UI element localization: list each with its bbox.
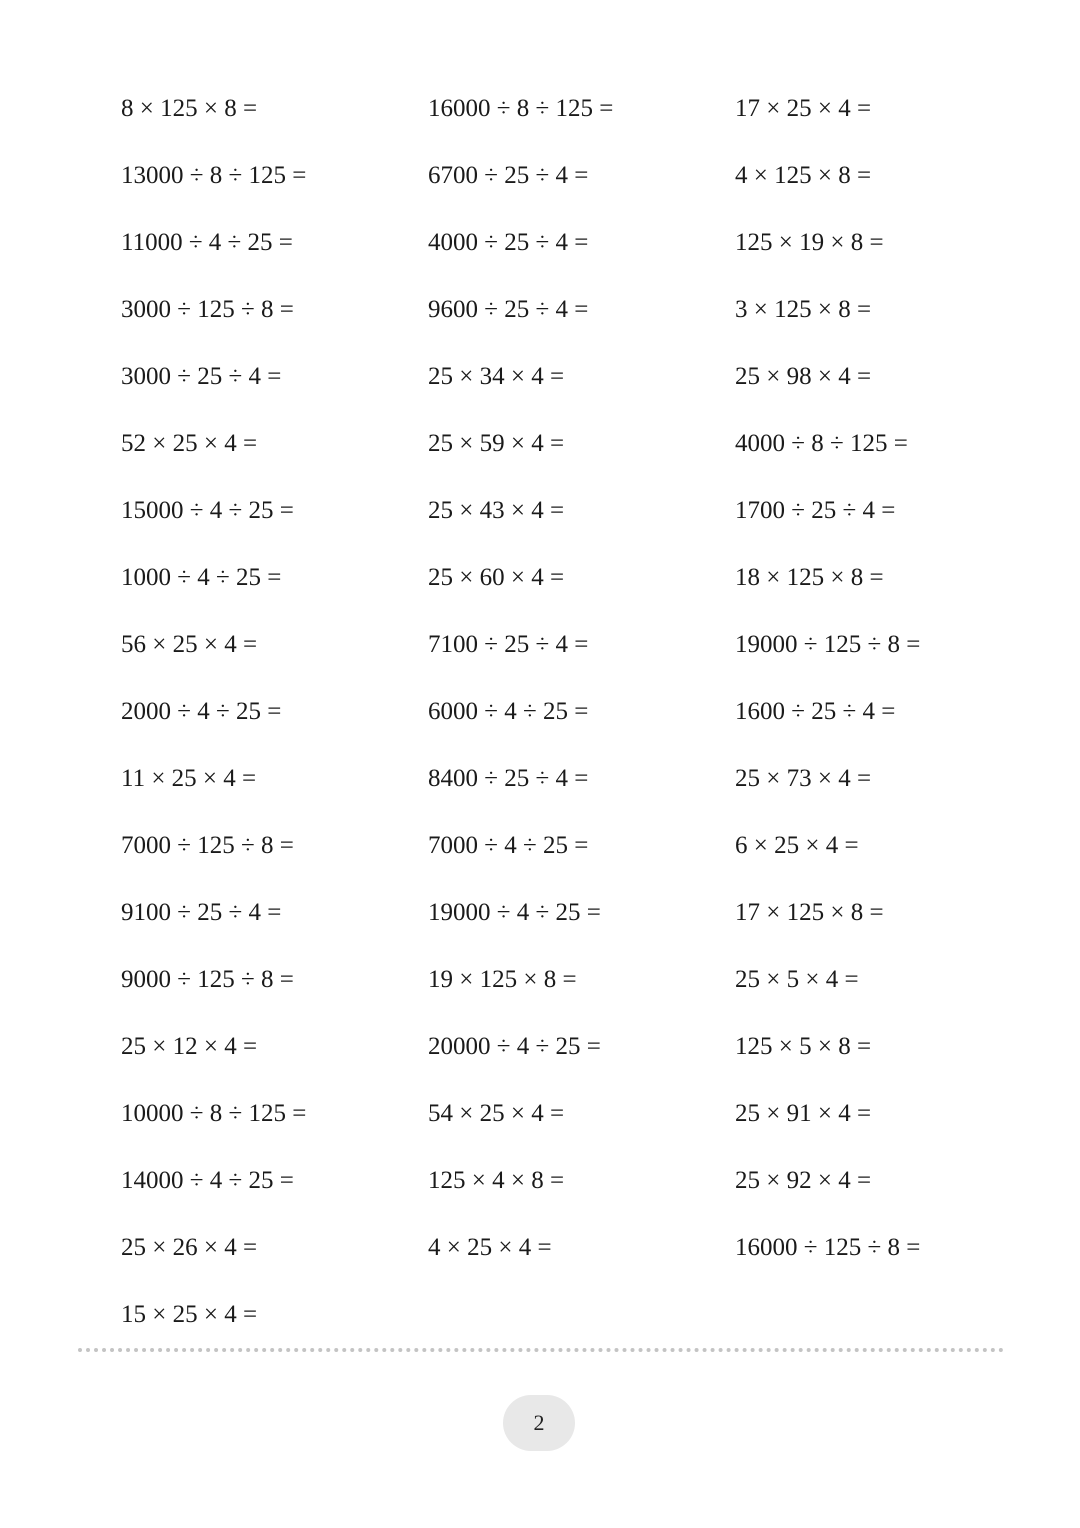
problem: 17 × 25 × 4 = <box>735 95 872 122</box>
problem: 4 × 25 × 4 = <box>428 1234 552 1261</box>
problem: 11 × 25 × 4 = <box>121 765 257 792</box>
problem: 19000 ÷ 4 ÷ 25 = <box>428 899 601 926</box>
problem: 25 × 5 × 4 = <box>735 966 859 993</box>
problem: 125 × 5 × 8 = <box>735 1033 872 1060</box>
problem: 15000 ÷ 4 ÷ 25 = <box>121 497 294 524</box>
problem: 56 × 25 × 4 = <box>121 631 258 658</box>
problem: 25 × 73 × 4 = <box>735 765 872 792</box>
problem: 1600 ÷ 25 ÷ 4 = <box>735 698 896 725</box>
problem: 6 × 25 × 4 = <box>735 832 859 859</box>
problem: 3000 ÷ 25 ÷ 4 = <box>121 363 282 390</box>
problem: 14000 ÷ 4 ÷ 25 = <box>121 1167 294 1194</box>
problem: 25 × 34 × 4 = <box>428 363 565 390</box>
problem: 4000 ÷ 25 ÷ 4 = <box>428 229 589 256</box>
problem-grid <box>121 81 1001 1354</box>
problem: 54 × 25 × 4 = <box>428 1100 565 1127</box>
problem: 6700 ÷ 25 ÷ 4 = <box>428 162 589 189</box>
problem: 15 × 25 × 4 = <box>121 1301 258 1328</box>
problem: 16000 ÷ 8 ÷ 125 = <box>428 95 614 122</box>
problem: 8400 ÷ 25 ÷ 4 = <box>428 765 589 792</box>
problem: 2000 ÷ 4 ÷ 25 = <box>121 698 282 725</box>
problem: 9100 ÷ 25 ÷ 4 = <box>121 899 282 926</box>
problem: 10000 ÷ 8 ÷ 125 = <box>121 1100 307 1127</box>
problem: 6000 ÷ 4 ÷ 25 = <box>428 698 589 725</box>
problem: 25 × 60 × 4 = <box>428 564 565 591</box>
problem: 4000 ÷ 8 ÷ 125 = <box>735 430 908 457</box>
problem: 1000 ÷ 4 ÷ 25 = <box>121 564 282 591</box>
problem: 125 × 19 × 8 = <box>735 229 884 256</box>
page-number-badge: 2 <box>503 1395 575 1451</box>
problem: 52 × 25 × 4 = <box>121 430 258 457</box>
problem: 16000 ÷ 125 ÷ 8 = <box>735 1234 921 1261</box>
problem: 8 × 125 × 8 = <box>121 95 258 122</box>
problem: 25 × 26 × 4 = <box>121 1234 258 1261</box>
problem: 9000 ÷ 125 ÷ 8 = <box>121 966 294 993</box>
problem: 25 × 92 × 4 = <box>735 1167 872 1194</box>
problem: 3000 ÷ 125 ÷ 8 = <box>121 296 294 323</box>
problem: 25 × 59 × 4 = <box>428 430 565 457</box>
problem: 19 × 125 × 8 = <box>428 966 577 993</box>
problem: 7000 ÷ 125 ÷ 8 = <box>121 832 294 859</box>
problem: 9600 ÷ 25 ÷ 4 = <box>428 296 589 323</box>
problem: 125 × 4 × 8 = <box>428 1167 565 1194</box>
problem: 4 × 125 × 8 = <box>735 162 872 189</box>
problem: 1700 ÷ 25 ÷ 4 = <box>735 497 896 524</box>
problem: 19000 ÷ 125 ÷ 8 = <box>735 631 921 658</box>
problem: 13000 ÷ 8 ÷ 125 = <box>121 162 307 189</box>
problem: 25 × 98 × 4 = <box>735 363 872 390</box>
problem: 18 × 125 × 8 = <box>735 564 884 591</box>
problem: 17 × 125 × 8 = <box>735 899 884 926</box>
dotted-divider <box>78 1348 1004 1352</box>
problem: 7100 ÷ 25 ÷ 4 = <box>428 631 589 658</box>
problem: 25 × 43 × 4 = <box>428 497 565 524</box>
problem: 7000 ÷ 4 ÷ 25 = <box>428 832 589 859</box>
problem: 20000 ÷ 4 ÷ 25 = <box>428 1033 601 1060</box>
problem: 3 × 125 × 8 = <box>735 296 872 323</box>
problem: 25 × 12 × 4 = <box>121 1033 258 1060</box>
problem: 25 × 91 × 4 = <box>735 1100 872 1127</box>
problem: 11000 ÷ 4 ÷ 25 = <box>121 229 293 256</box>
